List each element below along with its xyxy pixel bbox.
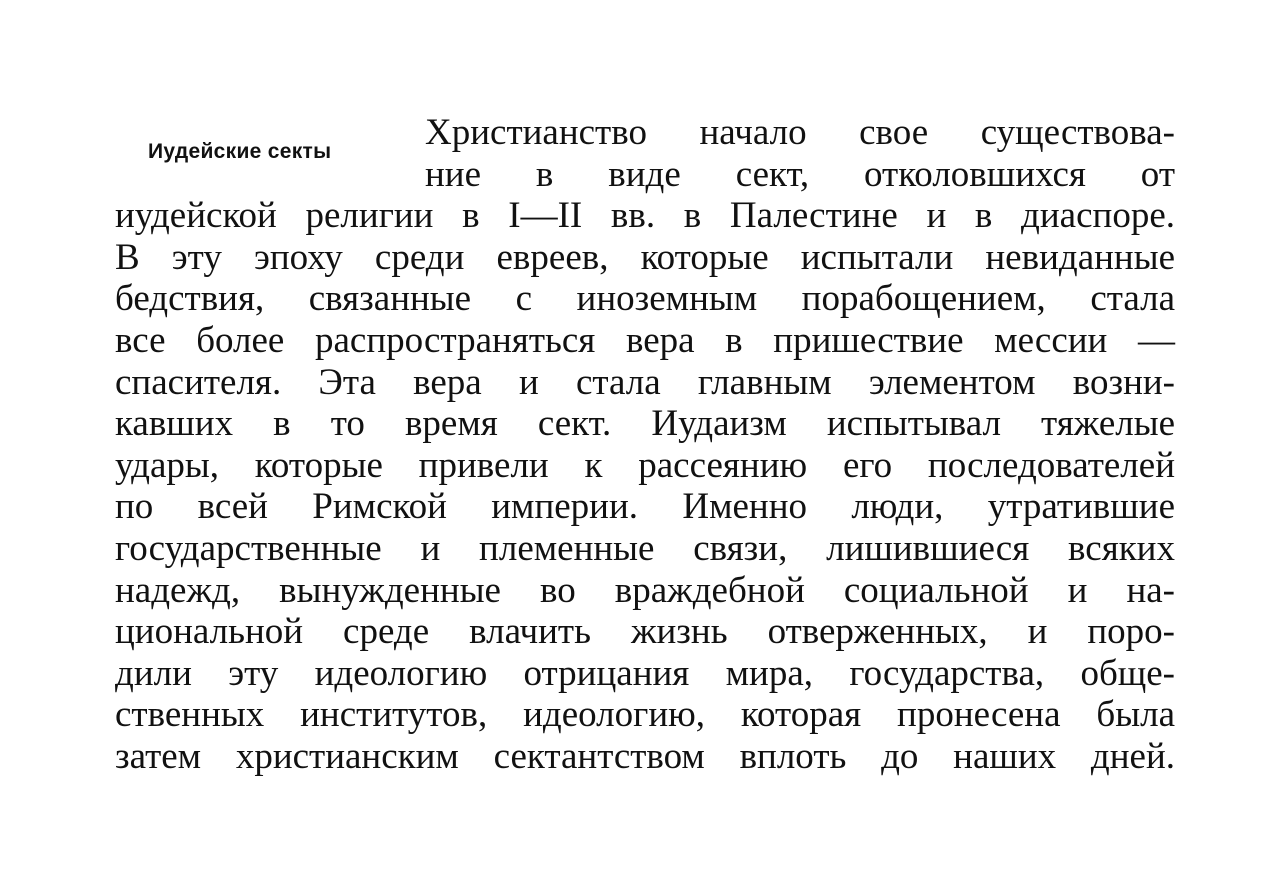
text-line: все более распространяться вера в пришествие мессии —	[115, 319, 1175, 361]
text-line: ние в виде сект, отколовшихся от	[425, 153, 1175, 195]
text-line: затем христианским сектантством вплоть до наших дней.	[115, 735, 1175, 777]
text-line: надежд, вынужденные во враждебной социальной и на-	[115, 569, 1175, 611]
text-line: кавших в то время сект. Иудаизм испытывал тяжелые	[115, 403, 1175, 445]
text-line: дили эту идеологию отрицания мира, государства, обще-	[115, 652, 1175, 694]
side-heading: Иудейские секты	[148, 140, 332, 163]
text-line: иудейской религии в I—II вв. в Палестине и в диаспоре.	[115, 195, 1175, 237]
text-line: бедствия, связанные с иноземным порабощением, стала	[115, 278, 1175, 320]
text-line: спасителя. Эта вера и стала главным элементом возни-	[115, 361, 1175, 403]
text-line: В эту эпоху среди евреев, которые испытали невиданные	[115, 236, 1175, 278]
text-line: ственных институтов, идеологию, которая пронесена была	[115, 694, 1175, 736]
text-line: по всей Римской империи. Именно люди, утратившие	[115, 486, 1175, 528]
text-line: удары, которые привели к рассеянию его последователей	[115, 444, 1175, 486]
text-line: Христианство начало свое существова-	[425, 112, 1175, 153]
text-line: государственные и племенные связи, лишившиеся всяких	[115, 527, 1175, 569]
body-text	[115, 112, 1175, 778]
text-line: циональной среде влачить жизнь отверженных, и поро-	[115, 611, 1175, 653]
